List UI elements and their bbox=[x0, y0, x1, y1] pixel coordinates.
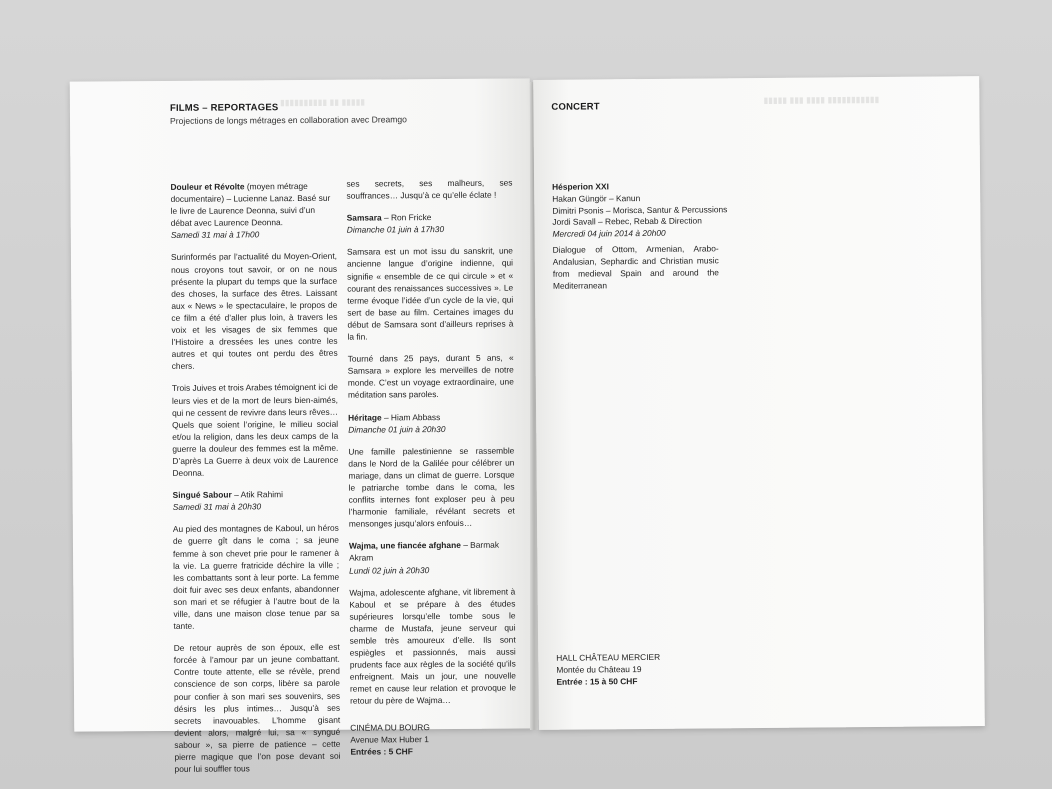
film-director: – Barmak Akram bbox=[349, 539, 500, 564]
venue-price: Entrée : 15 à 50 CHF bbox=[556, 676, 638, 687]
film-date: Samedi 31 mai à 20h30 bbox=[172, 501, 262, 513]
venue-block bbox=[556, 650, 736, 688]
performer-line: Dimitri Psonis – Morisca, Santur & Percussions bbox=[552, 203, 728, 216]
paragraph: Samsara est un mot issu du sanskrit, une ancienne langue d’origine indienne, qui signifie « ensemble de ce qui circule » et « courant des renaissances successives ». Le terme évoque l’idée d’un cycle de la vie, qui sert de base au film. Certaines images du début de Samsara sont d’ailleurs reprises à la fin. bbox=[346, 245, 514, 342]
film-entry bbox=[170, 180, 336, 242]
film-title: Douleur et Révolte bbox=[170, 181, 245, 192]
paragraph: Tourné dans 25 pays, durant 5 ans, « Samsara » explore les merveilles de notre monde. C’est un voyage extraordinaire, une méditation sans paroles. bbox=[347, 352, 514, 401]
film-date: Samedi 31 mai à 17h00 bbox=[170, 229, 260, 241]
film-description: (moyen métrage documentaire) – Lucienne Lanaz. Basé sur le livre de Laurence Deonna, suivi d’un débat avec Laurence Deonna. bbox=[170, 180, 331, 229]
film-entry bbox=[349, 539, 515, 576]
show-through-text: ▮▮▮▮▮▮▮▮▮▮▮ ▮▮▮▮ ▮▮▮ ▮▮▮▮▮ bbox=[763, 94, 880, 105]
ensemble-name: Hésperion XXI bbox=[552, 181, 609, 192]
venue-address: Avenue Max Huber 1 bbox=[350, 733, 429, 745]
show-through-text: ▮▮▮▮▮ ▮▮ ▮▮▮▮▮▮▮▮▮▮ bbox=[279, 97, 365, 108]
section-subtitle: Projections de longs métrages en collaboration avec Dreamgo bbox=[169, 114, 407, 126]
concert-date: Mercredi 04 juin 2014 à 20h00 bbox=[552, 227, 666, 239]
venue-block bbox=[350, 720, 516, 757]
left-page bbox=[70, 78, 535, 775]
film-date: Lundi 02 juin à 20h30 bbox=[349, 564, 430, 576]
paragraph: Trois Juives et trois Arabes témoignent ici de leurs vies et de la mort de leurs bien-aimés, qui ne cessent de revivre dans leurs rêves… Quels que soient l’origine, le milieu social et/ou la religion, dans les deux camps de la guerre la douleur des femmes est la même. D’après La Guerre à deux voix de Laurence Deonna. bbox=[171, 382, 339, 478]
film-entry bbox=[348, 410, 514, 435]
section-title: FILMS – REPORTAGES bbox=[169, 102, 279, 114]
right-page bbox=[533, 76, 985, 730]
film-date: Dimanche 01 juin à 17h30 bbox=[346, 224, 445, 235]
film-entry bbox=[173, 488, 339, 513]
paragraph: ses secrets, ses malheurs, ses souffrances… Jusqu’à ce qu’elle éclate ! bbox=[346, 177, 513, 201]
concert-description bbox=[553, 242, 720, 302]
film-title: Wajma, une fiancée afghane bbox=[348, 540, 461, 552]
film-date: Dimanche 01 juin à 20h30 bbox=[348, 423, 446, 435]
concert-entry bbox=[552, 180, 733, 241]
film-title: Singué Sabour bbox=[172, 489, 232, 501]
paragraph: Une famille palestinienne se rassemble dans le Nord de la Galilée pour célébrer un mariage, dans un climat de guerre. Lorsque le patriarche tombe dans le coma, les conflits internes font exploser peu à peu l’harmonie familiale, révélant secrets et mensonges jusqu’alors enfouis… bbox=[348, 445, 515, 529]
film-entry bbox=[347, 211, 513, 236]
paragraph: De retour auprès de son époux, elle est forcée à l’amour par un jeune combattant. Contre toute attente, elle se révèle, prend conscience de son corps, libère sa parole pour confier à son mari ses souvenirs, ses désirs les plus intimes… Jusqu’à ses secrets inavouables. L’homme gisant devient alors, malgré lui, sa « syngué sabour », sa pierre de patience – cette pierre magique que l’on pose devant soi pour lui souffler tous bbox=[173, 641, 341, 775]
film-director: – Hiam Abbass bbox=[381, 411, 441, 422]
paragraph: Au pied des montagnes de Kaboul, un héros de guerre gît dans le coma ; sa jeune femme à son chevet prie pour le ramener à la vie. La guerre fratricide déchire la ville ; les combattants sont à leur porte. La femme doit fuir avec ses deux enfants, abandonner son mari et se réfugier à l’autre bout de la ville, dans une maison close tenue par sa tante. bbox=[172, 523, 340, 631]
film-director: – Ron Fricke bbox=[381, 212, 432, 223]
paragraph: Surinformés par l’actualité du Moyen-Orient, nous croyons tout savoir, or on ne nous présente la plupart du temps que la surface des choses, la surface des êtres. Laissant aux « News » le spectaculaire, le propos de ce film a été d’aller plus loin, à travers les voix et les visages de six femmes que l’Histoire a dressées les unes contre les autres et qui toutes ont perdu des êtres chers. bbox=[170, 251, 338, 372]
paragraph: Dialogue of Ottom, Armenian, Arabo-Andalusian, Sephardic and Christian music from medieval Spain and around the Mediterranean bbox=[552, 243, 719, 292]
film-title: Héritage bbox=[348, 411, 382, 423]
text-column-1 bbox=[170, 180, 340, 785]
venue-name: HALL CHÂTEAU MERCIER bbox=[556, 651, 661, 663]
performer-line: Jordi Savall – Rebec, Rebab & Direction bbox=[552, 215, 702, 228]
venue-address: Montée du Château 19 bbox=[556, 664, 642, 675]
film-title: Samsara bbox=[346, 212, 382, 223]
performer-line: Hakan Güngör – Kanun bbox=[552, 192, 641, 204]
text-column-2 bbox=[346, 177, 516, 758]
venue-name: CINÉMA DU BOURG bbox=[350, 721, 430, 733]
venue-price: Entrées : 5 CHF bbox=[350, 745, 413, 757]
section-title: CONCERT bbox=[551, 101, 600, 113]
film-director: – Atik Rahimi bbox=[231, 489, 283, 500]
paragraph: Wajma, adolescente afghane, vit librement à Kaboul et se prépare à des études supérieures lorsqu’elle tombe sous le charme de Mustafa, jeune serveur qui semble très amoureux d’elle. Ils sont espiègles et passionnés, mais aussi prudents face aux règles de la société qu’ils enfreignent. Mais un jour, une nouvelle remet en cause leur relation et provoque le retour du père de Wajma… bbox=[349, 586, 517, 707]
